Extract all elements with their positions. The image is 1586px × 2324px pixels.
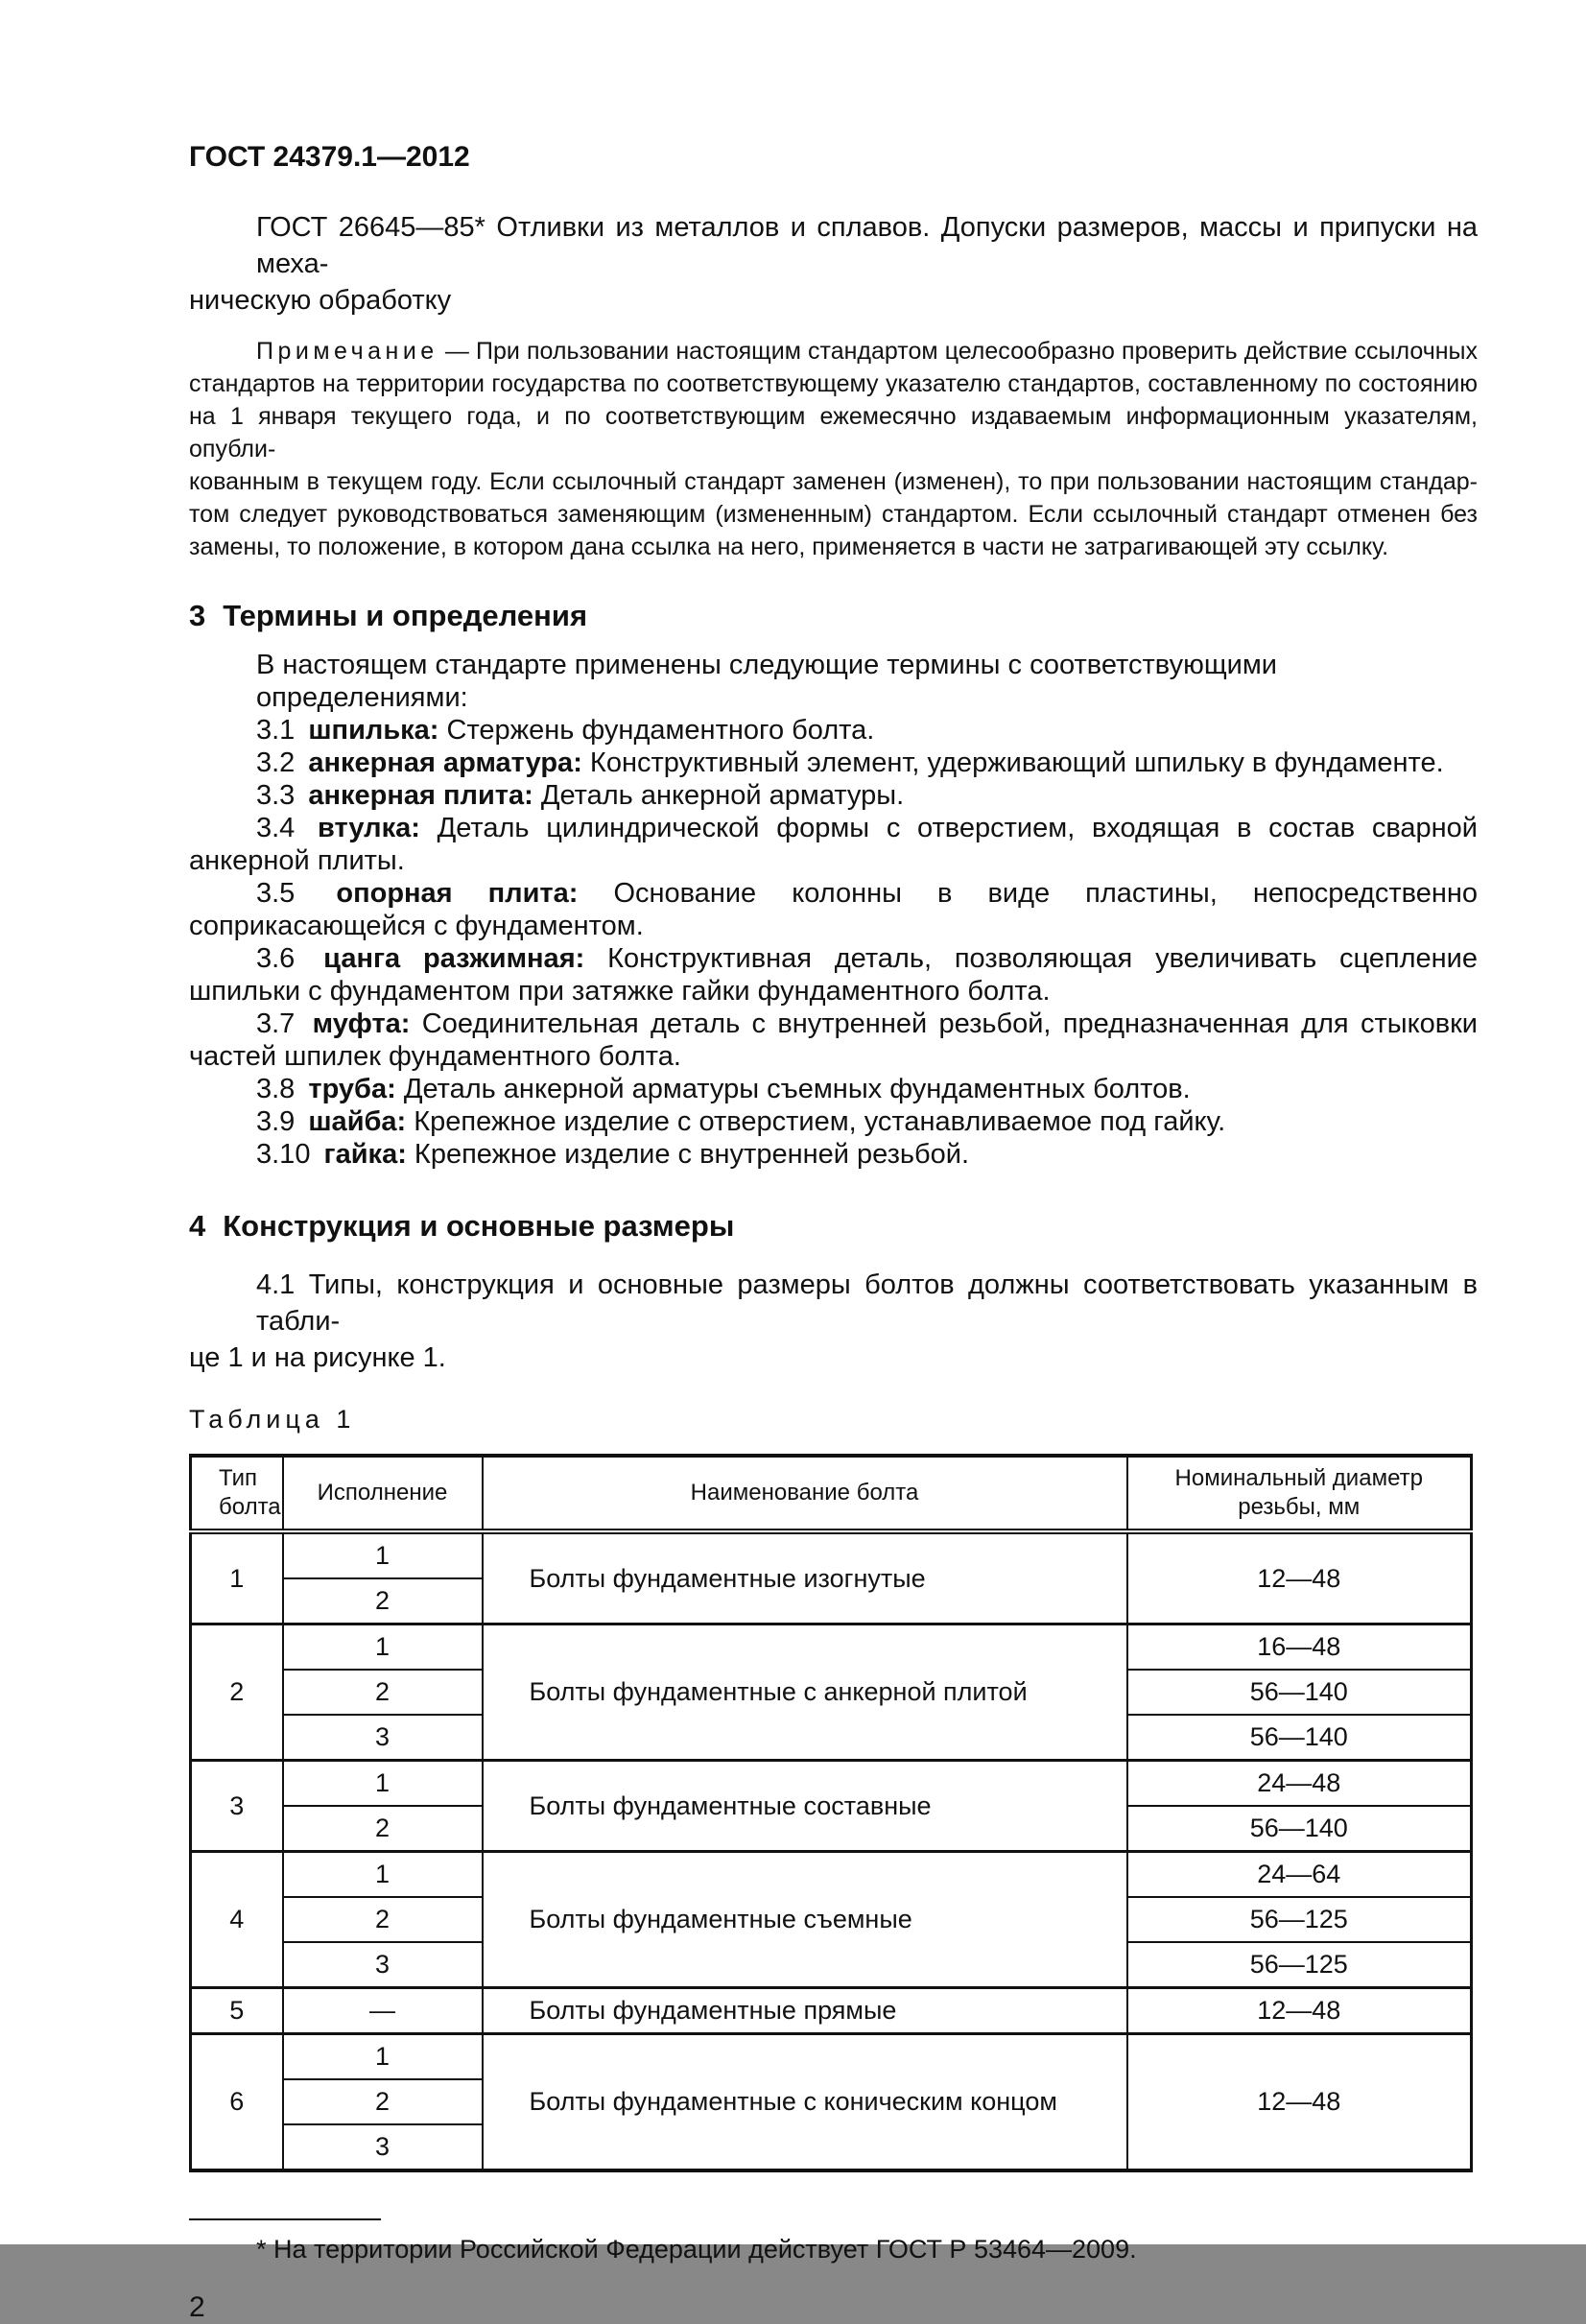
bolt-type-cell: 5 [191, 1988, 283, 2034]
term-item [189, 1008, 1478, 1073]
term-number: 3.5 [256, 878, 296, 909]
bolt-types-table [189, 1454, 1473, 2172]
diameter-cell: 56—140 [1127, 1670, 1472, 1715]
note-block [189, 335, 1478, 563]
table-row [191, 1761, 1472, 1807]
col-header-diameter: Номинальный диаметр резьбы, мм [1127, 1456, 1472, 1531]
table-header-row [191, 1456, 1472, 1531]
section-4-number: 4 [189, 1209, 206, 1243]
footnote-text: * На территории Российской Федерации действует ГОСТ Р 53464—2009. [256, 2235, 1137, 2264]
term-name: шпилька: [308, 715, 439, 746]
version-cell: 2 [283, 1578, 483, 1624]
diameter-cell: 12—48 [1127, 1988, 1472, 2034]
version-cell: 2 [283, 1806, 483, 1852]
version-cell: 3 [283, 1942, 483, 1988]
table-row [191, 1624, 1472, 1671]
reference-line: ГОСТ 26645—85* Отливки из металлов и сплавов. Допуски размеров, массы и припуски на меха- [256, 212, 1478, 279]
table-row [191, 1852, 1472, 1898]
note-line: кованным в текущем году. Если ссылочный стандарт заменен (изменен), то при пользовании настоящим стандар- [189, 468, 1478, 495]
version-cell: 2 [283, 1670, 483, 1715]
doc-code-header: ГОСТ 24379.1—2012 [189, 141, 470, 173]
version-cell: 2 [283, 2079, 483, 2124]
term-number: 3.3 [256, 780, 296, 811]
bolt-name-cell: Болты фундаментные прямые [483, 1988, 1127, 2034]
col-header-bolt-type: Тип болта [191, 1456, 283, 1531]
paragraph-4-1-line: це 1 и на рисунке 1. [189, 1342, 446, 1373]
term-number: 3.8 [256, 1074, 296, 1104]
table-row [191, 1531, 1472, 1578]
version-cell: 1 [283, 1852, 483, 1898]
bolt-name-cell: Болты фундаментные с анкерной плитой [483, 1624, 1127, 1761]
note-label: Примечание [256, 338, 438, 365]
reference-line: ническую обработку [189, 285, 452, 316]
version-cell: 1 [283, 1624, 483, 1671]
term-name: гайка: [323, 1139, 407, 1170]
note-line: том следует руководствоваться заменяющим (измененным) стандартом. Если ссылочный стандарт отменен без [189, 501, 1478, 528]
term-number: 3.7 [256, 1008, 296, 1039]
term-definition: Основание колонны в виде пластины, непосредственно соприкасающейся с фундаментом. [189, 878, 1479, 941]
section-4-title: Конструкция и основные размеры [223, 1209, 735, 1243]
diameter-cell: 56—140 [1127, 1715, 1472, 1761]
term-definition: Деталь анкерной арматуры съемных фундаментных болтов. [403, 1074, 1191, 1104]
term-name: труба: [308, 1074, 396, 1104]
bolt-name-cell: Болты фундаментные с коническим концом [483, 2034, 1127, 2171]
term-name: втулка: [318, 813, 420, 843]
bolt-type-cell: 6 [191, 2034, 283, 2171]
term-name: цанга разжимная: [323, 943, 585, 974]
bolt-name-cell: Болты фундаментные составные [483, 1761, 1127, 1852]
bolt-name-cell: Болты фундаментные съемные [483, 1852, 1127, 1988]
bolt-type-cell: 2 [191, 1624, 283, 1761]
term-item [189, 1105, 1478, 1138]
term-item [189, 747, 1478, 779]
page-content [189, 0, 1478, 2324]
table-row [191, 2034, 1472, 2080]
term-number: 3.4 [256, 813, 296, 843]
bolt-name-cell: Болты фундаментные изогнутые [483, 1531, 1127, 1624]
term-item [189, 779, 1478, 812]
term-item [189, 877, 1478, 942]
term-definition: Соединительная деталь с внутренней резьбой, предназначенная для стыковки частей шпилек фундаментного болта. [189, 1008, 1479, 1072]
term-item [189, 1138, 1478, 1171]
term-definition: Крепежное изделие с отверстием, устанавливаемое под гайку. [414, 1106, 1226, 1137]
term-definition: Деталь цилиндрической формы с отверстием, входящая в состав сварной анкерной плиты. [189, 813, 1479, 876]
note-line: на 1 января текущего года, и по соответствующим ежемесячно издаваемым информационным указателям, опубли- [189, 403, 1478, 462]
note-text: — При пользовании настоящим стандартом целесообразно проверить действие ссылочных [438, 338, 1478, 365]
bolt-type-cell: 4 [191, 1852, 283, 1988]
note-line [189, 335, 1478, 368]
term-definition: Стержень фундаментного болта. [446, 715, 875, 746]
term-number: 3.6 [256, 943, 296, 974]
note-line: стандартов на территории государства по соответствующему указателю стандартов, составленному по состоянию [189, 370, 1478, 397]
term-name: анкерная плита: [308, 780, 533, 811]
term-item [189, 942, 1478, 1008]
term-name: анкерная арматура: [308, 747, 582, 778]
version-cell: 3 [283, 2124, 483, 2170]
diameter-cell: 56—125 [1127, 1897, 1472, 1942]
terms-list [189, 714, 1478, 1171]
term-number: 3.1 [256, 715, 296, 746]
term-definition: Деталь анкерной арматуры. [540, 780, 905, 811]
term-definition: Конструктивная деталь, позволяющая увеличивать сцепление шпильки с фундаментом при затяжке гайки фундаментного болта. [189, 943, 1479, 1007]
term-item [189, 714, 1478, 747]
note-line: замены, то положение, в котором дана ссылка на него, применяется в части не затрагивающей эту ссылку. [189, 534, 1389, 560]
table-caption: Таблица 1 [189, 1405, 356, 1434]
section-3-heading [189, 599, 1478, 633]
section-3-number: 3 [189, 599, 206, 632]
bolt-type-cell: 1 [191, 1531, 283, 1624]
version-cell: 3 [283, 1715, 483, 1761]
reference-paragraph [189, 209, 1478, 319]
version-cell: 2 [283, 1897, 483, 1942]
term-item [189, 1073, 1478, 1105]
page-number: 2 [189, 2291, 205, 2323]
paragraph-4-1-line: 4.1 Типы, конструкция и основные размеры болтов должны соответствовать указанным в табли- [256, 1269, 1478, 1337]
table-row [191, 1988, 1472, 2034]
term-definition: Крепежное изделие с внутренней резьбой. [414, 1139, 970, 1170]
diameter-cell: 56—140 [1127, 1806, 1472, 1852]
term-number: 3.10 [256, 1139, 311, 1170]
paragraph-4-1 [189, 1267, 1478, 1376]
term-definition: Конструктивный элемент, удерживающий шпильку в фундаменте. [589, 747, 1444, 778]
diameter-cell: 24—48 [1127, 1761, 1472, 1807]
term-item [189, 812, 1478, 877]
version-cell: — [283, 1988, 483, 2034]
version-cell: 1 [283, 1531, 483, 1578]
section-3-title: Термины и определения [223, 599, 588, 632]
footnote-rule [189, 2218, 381, 2220]
diameter-cell: 12—48 [1127, 2034, 1472, 2171]
term-name: шайба: [308, 1106, 407, 1137]
col-header-bolt-name: Наименование болта [483, 1456, 1127, 1531]
diameter-cell: 56—125 [1127, 1942, 1472, 1988]
version-cell: 1 [283, 1761, 483, 1807]
term-name: опорная плита: [336, 878, 579, 909]
bolt-type-cell: 3 [191, 1761, 283, 1852]
diameter-cell: 24—64 [1127, 1852, 1472, 1898]
diameter-cell: 16—48 [1127, 1624, 1472, 1671]
section-4-heading [189, 1209, 1478, 1244]
term-number: 3.2 [256, 747, 296, 778]
term-name: муфта: [312, 1008, 411, 1039]
version-cell: 1 [283, 2034, 483, 2080]
diameter-cell: 12—48 [1127, 1531, 1472, 1624]
section-3-intro: В настоящем стандарте применены следующие термины с соответствующими определениями: [256, 650, 1278, 713]
col-header-version: Исполнение [283, 1456, 483, 1531]
term-number: 3.9 [256, 1106, 296, 1137]
